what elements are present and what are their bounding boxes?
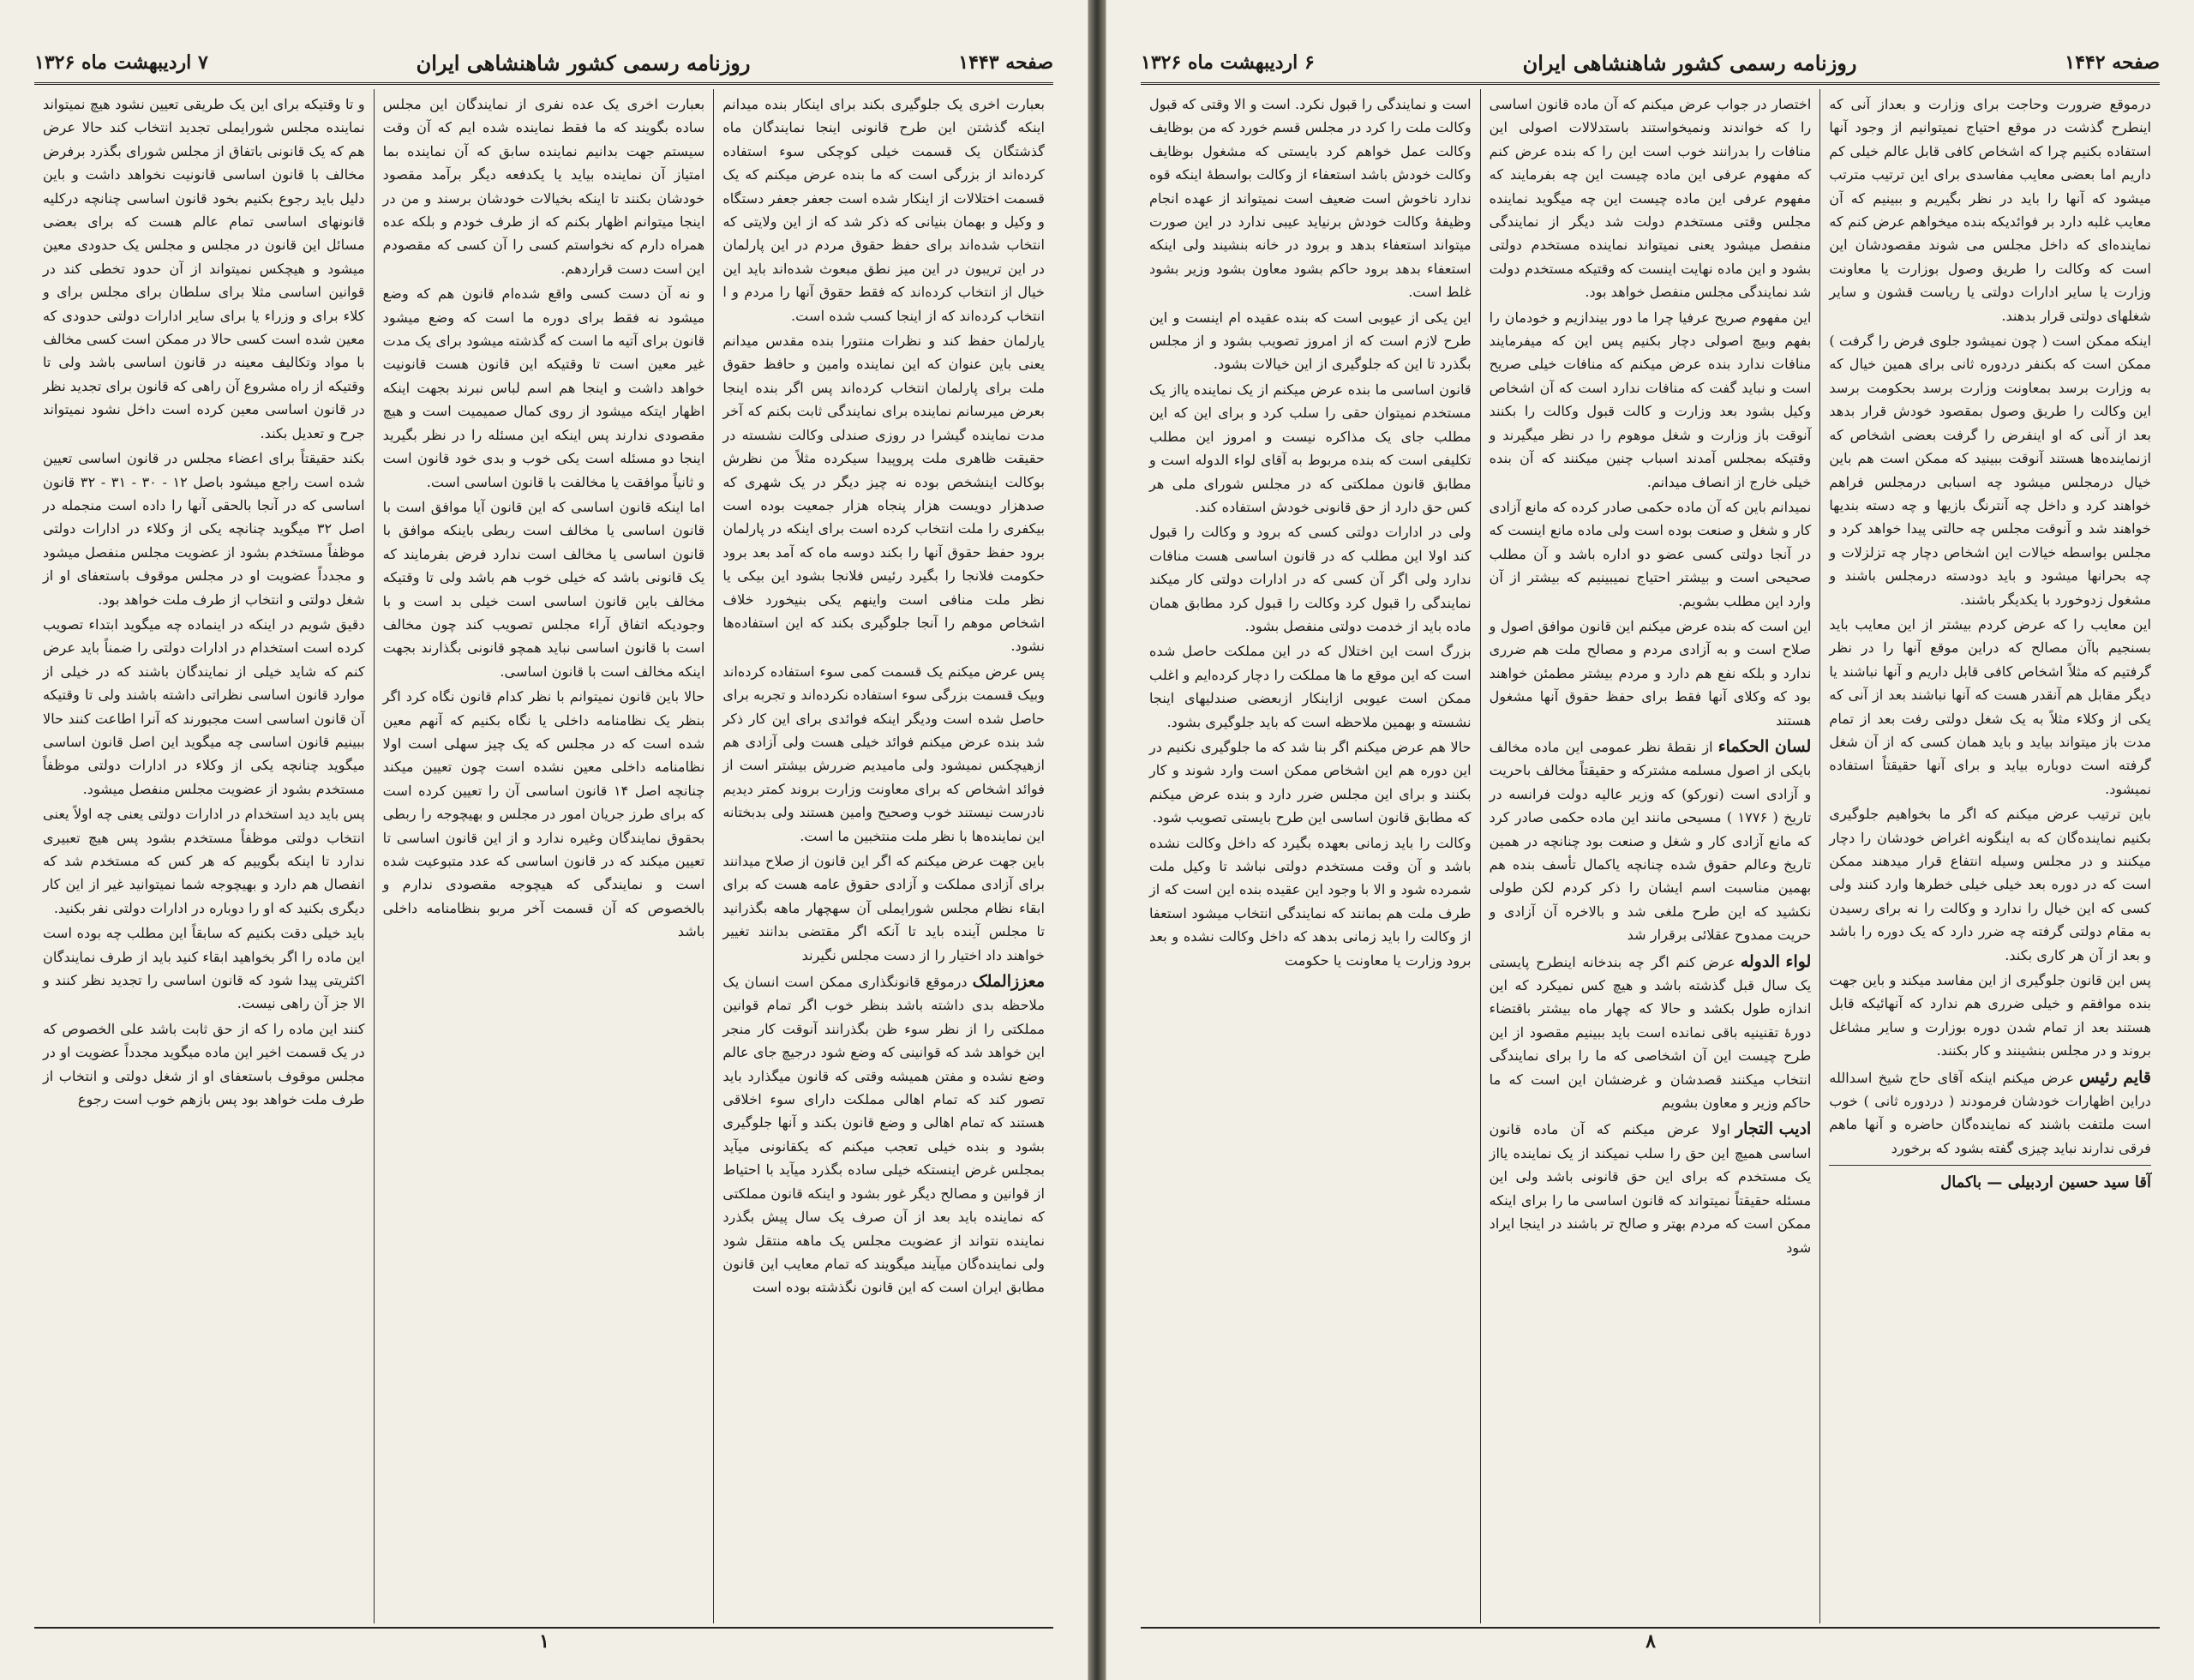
right-footer-rule	[1141, 1627, 2160, 1629]
paragraph: این یکی از عیوبی است که بنده عقیده ام اینست و این طرح لازم است که از امروز تصویب بشود و از مجلس بگذرد تا این که جلوگیری از این خیالات بشود.	[1148, 309, 1472, 373]
signature-line: آقا سید حسین اردبیلی — باکمال	[1940, 1173, 2151, 1192]
right-header-rule	[1141, 82, 2160, 85]
paragraph: قانون اساسی ما بنده عرض میکنم از یک نماینده یااز یک مستخدم نمیتوان حقی را سلب کرد و برای این که این مطلب جای یک مذاکره نیست و امروز این مطلب تکلیفی است که بنده مربوط به آقای لواء الدوله است و مطابق قانون مملکتی که در مجلس شورای ملی هر کس حق دارد از حق قانونی خودش استفاده کند.	[1148, 381, 1472, 515]
paragraph: وکالت را باید زمانی بعهده بگیرد که داخل وکالت نشده باشد و آن وقت مستخدم دولتی نباشد تا وکیل ملت شمرده شود و الا با وجود این عقیده بنده این است که از طرف ملت هم بمانند که نمایندگی انتخاب میشود استعفا از وکالت را باید زمانی بدهد که داخل وکالت نشده و بعد برود وزارت یا معاونت یا حکومت	[1148, 834, 1472, 969]
book-gutter	[1088, 0, 1106, 1680]
speaker-paragraph	[722, 969, 1045, 1299]
right-page-masthead: روزنامه رسمی کشور شاهنشاهی ایران	[1522, 50, 1857, 75]
paragraph: حالا هم عرض میکنم اگر بنا شد که ما جلوگیری نکنیم در این دوره هم این اشخاص ممکن است وارد شوند و کار بکنند و برای این مجلس ضرر دارد و بنده عرض میکنم که مطابق قانون اساسی این طرح بایستی تصویب شود.	[1148, 738, 1472, 826]
left-page-header	[34, 48, 1053, 77]
speaker-text: از نقطهٔ نظر عمومی این ماده مخالف بایکی از اصول مسلمه مشترکه و حقیقتاً مخالف باحریت و آزادی است (نورکو) که وزیر عالیه دولت فرانسه در تاریخ ( ۱۷۷۶ ) مسیحی مانند این ماده حکمی صادر کرد که مانع آزادی کار و شغل و صنعت بود چنانچه در همین تاریخ وعالم حقوق شده چنانچه یاکمال تأسف بنده هم بهمین مناسبت اسم ایشان را ذکر کردم لکن طولی نکشید که این طرح ملغی شد و بالاخره آن آزادی و حریت ممدوح عقلائی برقرار شد	[1489, 738, 1812, 944]
text-column	[1819, 89, 2160, 1623]
text-column	[1480, 89, 1820, 1623]
left-page	[0, 0, 1088, 1680]
paragraph: باین جهت عرض میکنم که اگر این قانون از صلاح میدانند برای آزادی مملکت و آزادی حقوق عامه هست که برای ابقاء نظام مجلس شورایملی آن سهچهار ماهه بگذرانید تا مجلس آینده باید تا آنکه اگر مقتضی بدانند تغییر خواهند داد اختیار را از دست مجلس نگیرند	[722, 853, 1045, 963]
paragraph: این معایب را که عرض کردم بیشتر از این معایب باید بسنجیم باآن مصالح که دراین موقع آنها را در نظر گرفتیم که مثلاً اشخاص کافی قابل داریم و آنها نباشند یا دیگر مقابل هم آنقدر هست که آنها نباشند بعد از آنی که یکی از وکلاء مثلاً به یک شغل دولتی رفت بعد از تمام مدت باز میتواند بیاید و باید همان کسی که از آن شغل گرفته است دوباره بیاید و برای آنها حقیقتاً استفاده نمیشود.	[1829, 615, 2151, 797]
signature-name: آقا سید حسین اردبیلی	[2007, 1173, 2151, 1192]
paragraph: بعبارت اخری یک عده نفری از نمایندگان این مجلس ساده بگویند که ما فقط نماینده شده ایم که آن وقت سیستم جهت بدانیم نماینده سابق که آن نماینده بما امتیاز آن نماینده بیاید یا یکدفعه دیگر برآمد مقصود خودشان بکنند تا اینکه بخیالات خودشان برسند و من در اینجا میتوانم اظهار بکنم که از طرف خودم و بلکه عده همراه دارم که نخواستم کسی را آن کسی که مقصودم این است دست قراردهم.	[382, 96, 705, 277]
text-column	[34, 89, 374, 1623]
left-page-date: ۷ اردیبهشت ماه ۱۳۲۶	[34, 51, 208, 74]
left-columns	[34, 89, 1053, 1623]
left-page-masthead: روزنامه رسمی کشور شاهنشاهی ایران	[416, 50, 751, 75]
text-column	[1141, 89, 1480, 1623]
signature-note: باکمال	[1940, 1173, 1982, 1192]
left-footer-rule	[34, 1627, 1053, 1629]
paragraph: این است که بنده عرض میکنم این قانون موافق اصول و صلاح است و به آزادی مردم و مصالح ملت هم ضرری ندارد و بلکه نفع هم دارد و مردم بیشتر مطمئن خواهند بود که وکلای آنها فقط برای حفظ حقوق آنها مشغول هستند	[1489, 617, 1812, 729]
speaker-paragraph	[1490, 1116, 1812, 1258]
text-column	[713, 89, 1053, 1623]
speaker-text: عرض کنم اگر چه بندخانه اینطرح پایستی یک سال قبل گذشته باشد و هیچ کس نمیکرد که این اندازه طول بکشد و حالا که چهار ماه بیشتر باقتضاء دورهٔ تقنینیه باقی نمانده است باید ببینیم مقصود از این طرح چیست این آن اشخاصی که ما را برای نمایندگی انتخاب میکنند قصدشان و غرضشان این است که ما حاکم وزیر و معاون بشویم	[1489, 953, 1812, 1112]
paragraph: باین ترتیب عرض میکنم که اگر ما بخواهیم جلوگیری بکنیم نماینده‌گان که به اینگونه اغراض خودشان را دچار میکنند و در مجلس وسیله انتفاع قرار میدهند ممکن است که در دوره بعد خیلی خیلی خطرها وارد کنند ولی کسی که این خیال را ندارد و وکالت را نه برای رسیدن به مقام دولتی گرفته چه ضرر دارد که یک دوره را باشد و بعد از آن هر کاری بکند.	[1829, 806, 2151, 963]
right-columns	[1141, 89, 2160, 1623]
paragraph: یارلمان حفظ کند و نظرات منتورا بنده مقدس میدانم یعنی باین عنوان که این نماینده وامین و حافظ حقوق ملت برای پارلمان انتخاب کرده‌اند پس اگر بنده اینجا بعرض میرسانم نماینده برای نمایندگی ثابت بکنم که آخر مدت نماینده گیشرا در روزی صندلی وکالت نشسته در حقیقت ظاهری ملت پروپیدا سیکرده مثلاً من نظرش بوکالت اینشخص بوده نه چیز دیگر در یک شهری که صدهزار دویست هزار پنجاه هزار جمعیت بوده است بیکفری را ملت انتخاب کرده است برای اینکه در پارلمان برود حفظ حقوق آنها را بکند دوسه ماه که آمد بعد برود حکومت فلانجا را بگیرد رئیس فلانجا بشود این بیکی یا نظر ملت منافی است واینهم یکی بنیخورد خلاف اشخاص موهم را آنجا جلوگیری بکند که این استفاده‌ها نشود.	[722, 333, 1045, 655]
signature-rule	[1829, 1165, 2151, 1166]
paragraph: ولی در ادارات دولتی کسی که برود و وکالت را قبول کند اولا این مطلب که در قانون اساسی هست منافات ندارد ولی اگر آن کسی که در ادارات دولتی کار میکند نمایندگی را قبول کرد وکالت را قبول کرد مطابق همان ماده باید از خدمت دولتی منفصل بشود.	[1148, 524, 1472, 634]
left-page-folio: ۱	[539, 1630, 549, 1653]
paragraph: باید خیلی دقت بکنیم که سابقاً این مطلب چه بوده است این ماده را اگر بخواهید ابقاء کنید باید از طرف نمایندگان اکثریتی پیدا شود که قانون اساسی را تجدید نظر کنند و الا جز آن راهی نیست.	[42, 925, 365, 1012]
paragraph: پس باید دید استخدام در ادارات دولتی یعنی چه اولاً یعنی انتخاب دولتی موظفاً مستخدم بشود پس هیچ تعبیری ندارد تا اینکه بگوییم که هر کس که مستخدم شد که انفصال هم دارد و بهیچوجه شما نمیتوانید غیر از این کار دیگری بکنید که او را دوباره در ادارات دولتی نفر بکنید.	[42, 806, 365, 916]
paragraph: و تا وقتیکه برای این یک طریقی تعیین نشود هیچ نمیتواند نماینده مجلس شورایملی تجدید انتخاب کند حالا عرض هم که یک قانونی باتفاق از مجلس شورای بگذرد برفرض مخالف با قانون اساسی قانونیت نخواهد داشت و باین دلیل باید رجوع بکنیم بخود قانون اساسی چنانچه درکلیه قانونهای اساسی تمام عالم هست که برای بعضی مسائل این قانون در مجلس و مجلس یک حدودی معین میشود و هیچکس نمیتواند از آن حدود تخطی کند در قوانین اساسی مثلا برای سلطان برای مجلس برای و کلاء برای و وزراء یا برای سایر ادارات دولتی حدودی که معین شده است کسی حالا در ممکن است کسی مخالف با مواد وتکالیف معینه در قانون اساسی باشد ولی تا وقتیکه از راه مشروع آن راهی که قانون برای تجدید نظر در قانون اساسی معین کرده است داخل نشود نمیتواند جرح و تعدیل بکند.	[42, 96, 365, 441]
speaker-paragraph	[1490, 734, 1812, 947]
paragraph: این مفهوم صریح عرفیا چرا ما دور بیندازیم و خودمان را بفهم وبیچ اصولی دچار بکنیم پس این که میفرمایند منافات ندارد بنده عرض میکنم که منافات خیلی صریح است و نباید گفت که منافات ندارد است که آن اشخاص وکیل بشود بعد وزارت و کالت قبول وکالت را بکنند آنوقت باز وزارت و شغل موهوم را در نظر میگیرند و وقتیکه بمجلس آمدند اسباب چنین میکنند که آن بنده خیلی خارج از انصاف میدانم.	[1489, 309, 1812, 490]
paragraph: بعبارت اخری یک جلوگیری بکند برای اینکار بنده میدانم اینکه گذشتن این طرح قانونی اینجا نمایندگان ماه گذشتگان یک قسمت خیلی کوچکی سوء استفاده کرده‌اند از بزرگی است که ما بنده عرض میکنم که یک قسمت اختلالات از اینکار شده است جعفر جعفر دستگاه و وکیل و بهمان بنیانی که ذکر شد که از این ولایتی که انتخاب شده‌اند برای حفظ حقوق مردم در این پارلمان در این تریبون در این میز نطق مبعوث شده‌اند باید این خیال از انتخاب کرده‌اند که فقط حقوق آنها را مردم و ا انتخاب کرده‌اند که از اینجا کسب شده است.	[722, 96, 1045, 324]
paragraph: بکند حقیقتاً برای اعضاء مجلس در قانون اساسی تعیین شده است راجع میشود باصل ۱۲ - ۳۰ - ۳۱ - ۳۲ قانون اساسی که در آنجا بالحقی آنها را داده است منجمله در اصل ۳۲ میگوید چنانچه یکی از وکلاء در ادارات دولتی موظفاً مستخدم بشود از عضویت مجلس منفصل میشود و مجدداً عضویت او در مجلس موقوف باستعفای او از شغل دولتی و انتخاب از طرف ملت خواهد بود.	[42, 450, 365, 608]
right-page-header	[1141, 48, 2160, 77]
left-page-number: صفحه ۱۴۴۳	[958, 51, 1053, 74]
right-page	[1106, 0, 2194, 1680]
paragraph: است و نمایندگی را قبول نکرد. است و الا وقتی که قبول وکالت ملت را کرد در مجلس قسم خورد که من بوظایف وکالت عمل خواهم کرد بایستی که مشغول بوظایف وکالت خودش باشد استعفاء از وکالت بواسطهٔ اینکه قوه ندارد ناخوش است ضعیف است نمیتواند از عهده انجام وظیفهٔ وکالت خودش برنیاید عیبی ندارد در این صورت میتواند استعفاء بدهد و برود در خانه بنشیند ولی اینکه استعفاء بدهد برود حاکم بشود معاون بشود وزیر بشود غلط است.	[1148, 96, 1472, 301]
paragraph: حالا باین قانون نمیتوانم با نظر کدام قانون نگاه کرد اگر بنظر یک نظامنامه داخلی یا نگاه بکنیم که آنهم معین شده است که در مجلس که یک چیز سهلی است اولا نظامنامه داخلی معین نشده است چون تعیین میکند چنانچه اصل ۱۴ قانون اساسی آن را تعیین کرده است که برای طرز جریان امور در مجلس و بهیچوجه را ربطی بحقوق نمایندگان وغیره ندارد و از این قانون اساسی تا تعیین میکند که در قانون اساسی که عدد متبوعیت شده است و نمایندگی که هیچوجه مقصودی ندارم و بالخصوص که آن قسمت آخر مربو بنظامنامه داخلی باشد	[382, 688, 705, 940]
paragraph: کنند این ماده را که از حق ثابت باشد علی الخصوص که در یک قسمت اخیر این ماده میگوید مجدداً عضویت او در مجلس موقوف باستعفای او از شغل دولتی و انتخاب از طرف ملت خواهد بود پس بازهم خوب است رجوع	[42, 1020, 365, 1108]
speaker-name: معززالملک	[972, 972, 1045, 992]
paragraph: بزرگ است این اختلال که در این مملکت حاصل شده است که این موقع ما ها مملکت را دچار کرده‌ایم و اغلب ممکن است عیوبی ازاینکار ازبعضی صندلیهای اینجا نشسته و بهمین ملاحظه است که باید جلوگیری بشود.	[1148, 643, 1472, 730]
speaker-paragraph	[1490, 949, 1812, 1115]
speaker-name: لواء الدوله	[1740, 951, 1812, 971]
paragraph: پس عرض میکنم یک قسمت کمی سوء استفاده کرده‌اند وبیک قسمت بزرگی سوء استفاده نکرده‌اند و تجربه برای حاصل شده است ودیگر اینکه فوائدی برای این کار ذکر شد بنده عرض میکنم فوائد خیلی هست ولی آزادی هم ازهیچکس نمیشود ولی مامیدیم ضررش بیشتر است از فوائد اشخاص که برای معاونت وزارت بروند کمتر دیدیم نادرست نیستند خوب وصحیح وامین هستند ولی بدبختانه این نماینده‌ها با نظر ملت منتخبین ما است.	[722, 663, 1045, 844]
paragraph: پس این قانون جلوگیری از این مفاسد میکند و باین جهت بنده موافقم و خیلی ضرری هم ندارد که آنهائیکه قابل هستند بعد از تمام شدن دوره بوزارت و سایر مشاغل بروند و در مجلس بنشینند و کار بکنند.	[1829, 972, 2151, 1059]
paragraph: و نه آن دست کسی واقع شده‌ام قانون هم که وضع میشود نه فقط برای دوره ما است که وضع میشود قانون برای آتیه ما است که گذشته میشود برای یک مدت غیر معین است تا وقتیکه این قانون هست قانونیت خواهد داشت و اینجا هم اسم لباس نبرند بجهت اینکه اظهار ایتکه میشود از روی کمال صمیمیت است و هیچ مقصودی ندارند پس اینکه این مسئله را در نظر بگیرید اینجا دو مسئله است یکی خوب و بدی خود قانون است و ثانیاً موافقت یا مخالفت با قانون اساسی است.	[382, 285, 705, 490]
paragraph: اختصار در جواب عرض میکنم که آن ماده قانون اساسی را که خواندند ونمیخواستند باستدلالات اصولی این منافات را بدرانند خوب است این را که بنده عرض کنم که مفهوم عرفی این ماده چیست این چه بفرمایند که مفهوم عرفی این ماده چیست این چه میگوید نماینده مجلس وقتی مستخدم دولت شد دیگر از نمایندگی منفصل میشود یعنی نمیتواند نماینده مستخدم دولتی بشود و این ماده نهایت اینست که وقتیکه مستخدم دولت شد نمایندگی مجلس منفصل خواهد بود.	[1489, 96, 1812, 301]
left-header-rule	[34, 82, 1053, 85]
speaker-name: ادیب التجار	[1735, 1119, 1812, 1139]
speaker-text: درموقع قانونگذاری ممکن است انسان یک ملاحظه بدی داشته باشد بنظر خوب اگر تمام قوانین مملکتی را از نظر سوء ظن بگذرانند آنوقت کار منجر این خواهد شد که قوانینی که وضع شود درجیچ جای عالم وضع نشده و مفتن همیشه وقتی که قانون میگذارد باید تصور کند که تمام اهالی مملکت دارای سوء اخلاقی هستند که تمام اهالی و وضع قانون بکند و آنها جلوگیری بشود و بنده خیلی تعجب میکنم که یکقانونی میآید بمجلس غرض اینستکه خیلی ساده بگذرد میآید با احتیاط از قوانین و مصالح دیگر غور بشود و اینکه قانون مملکتی که نماینده باید بعد از آن صرف یک سال پیش بگذرد نماینده نتواند از عضویت مجلس یک ماهه منتقل شود ولی نماینده‌گان میآیند میگویند که تمام معایب این قانون مطابق ایران است که این قانون نگذشته بوده است	[722, 974, 1045, 1296]
right-page-date: ۶ اردیبهشت ماه ۱۳۲۶	[1141, 51, 1315, 74]
paragraph: دقیق شویم در اینکه در اینماده چه میگوید ابتداء تصویب کرده است استخدام در ادارات دولتی را ضمناً باید عرض کنم که شاید خیلی از نمایندگان باشند که در خیلی از موارد قانون اساسی نظراتی داشته باشند ولی تا وقتیکه آن قانون اساسی است مجبورند که آنرا اطاعت کنند حالا ببینیم قانون اساسی چه میگوید این اصل قانون اساسی میگوید چنانچه یکی از وکلاء در ادارات دولتی موظفاً مستخدم بشود از عضویت مجلس منفصل میشود.	[42, 615, 365, 797]
paragraph: اینکه ممکن است ( چون نمیشود جلوی فرض را گرفت ) ممکن است که بکنفر دردوره ثانی برای همین خیال که به وزارت برسد بمعاونت وزارت برسد بحکومت برسد این وکالت را طریق وصول بمقصود خودش قرار بدهد بعد از آنی که او اینفرض را گرفت بعضی اشخاص که ازنماینده‌ها هستند آنوقت ببینید که ممکن است هم باین خیال درمجلس میشود چه اسبابی درمجلس فراهم خواهند کرد و داخل چه آنترنگ بازیها و چه دسته بندیها خواهند شد و آنوقت مجلس چه حالتی پیدا خواهد کرد و مجلس بواسطه خیالات این اشخاص دچار چه تزلزلات و چه بحرانها میشود و باید دودسته درمجلس باشند و مشغول زدوخورد با یکدیگر باشند.	[1829, 333, 2151, 608]
speaker-text: عرض میکنم اینکه آقای حاج شیخ اسدالله دراین اظهارات خودشان فرمودند ( دردوره ثانی ) خوب است ملتفت باشند که نماینده‌گان حاضره و آنها ماهم فرقی ندارند نباید چیزی گفته بشود که برخورد	[1829, 1069, 2151, 1156]
speaker-name: قایم رئیس	[2079, 1067, 2151, 1087]
right-page-number: صفحه ۱۴۴۲	[2065, 51, 2160, 74]
text-column	[374, 89, 714, 1623]
speaker-text: اولا عرض میکنم که آن ماده قانون اساسی همیچ این حق را سلب نمیکند از یک نماینده یااز یک مستخدم که برای این حق قانونی باشد ولی این مسئله حقیقتاً نمیتواند که قانون اساسی ما را برای اینکه ممکن است که مردم بهتر و صالح تر باشند در اینجا ایراد شود	[1489, 1121, 1812, 1256]
speaker-name: لسان الحکماء	[1717, 736, 1812, 756]
paragraph: درموقع ضرورت وحاجت برای وزارت و بعداز آنی که اینطرح گذشت در موقع احتیاج نمیتوانیم از وجود آنها استفاده بکنیم چرا که اشخاص کافی قابل عالم خیلی کم داریم اما بعضی معایب مفاسدی برای این ترتیب مترتب میشود که آنها را باید در نظر بگیریم و ببینیم که آن معایب غلبه دارد بر فوائدیکه بنده میخواهم عرض کنم که نماینده‌ای که داخل مجلس می شوند مقصودشان این است که وکالت را طریق وصول بوزارت یا معاونت وزارت یا سایر ادارات دولتی یا ریاست قشون و سایر شغلهای دولتی قرار بدهند.	[1829, 96, 2151, 324]
paragraph: نمیدانم باین که آن ماده حکمی صادر کرده که مانع آزادی کار و شغل و صنعت بوده است ولی ماده مانع اینست که در آنجا دولتی کسی عضو دو اداره باشد و آن مطلب صحیحی است و بیشتر احتیاج نمیبینیم که بیشتر از آن وارد این مطلب بشویم.	[1489, 498, 1812, 609]
right-page-folio: ۸	[1646, 1630, 1656, 1653]
speaker-paragraph	[1829, 1065, 2151, 1161]
paragraph: اما اینکه قانون اساسی که این قانون آیا موافق است با قانون اساسی یا مخالف است ربطی باینکه موافق با قانون اساسی یا مخالف است ندارد فرض بفرمایند که یک قانونی باشد که خیلی خوب هم باشد ولی تا وقتیکه مخالف باین قانون اساسی است خیلی بد است و با وجودیکه اتفاق آراء مجلس تصویب کند چون مخالف است با قانون اساسی نباید همچو قانونی بگذارند بجهت اینکه مخالف است با قانون اساسی.	[382, 498, 705, 680]
